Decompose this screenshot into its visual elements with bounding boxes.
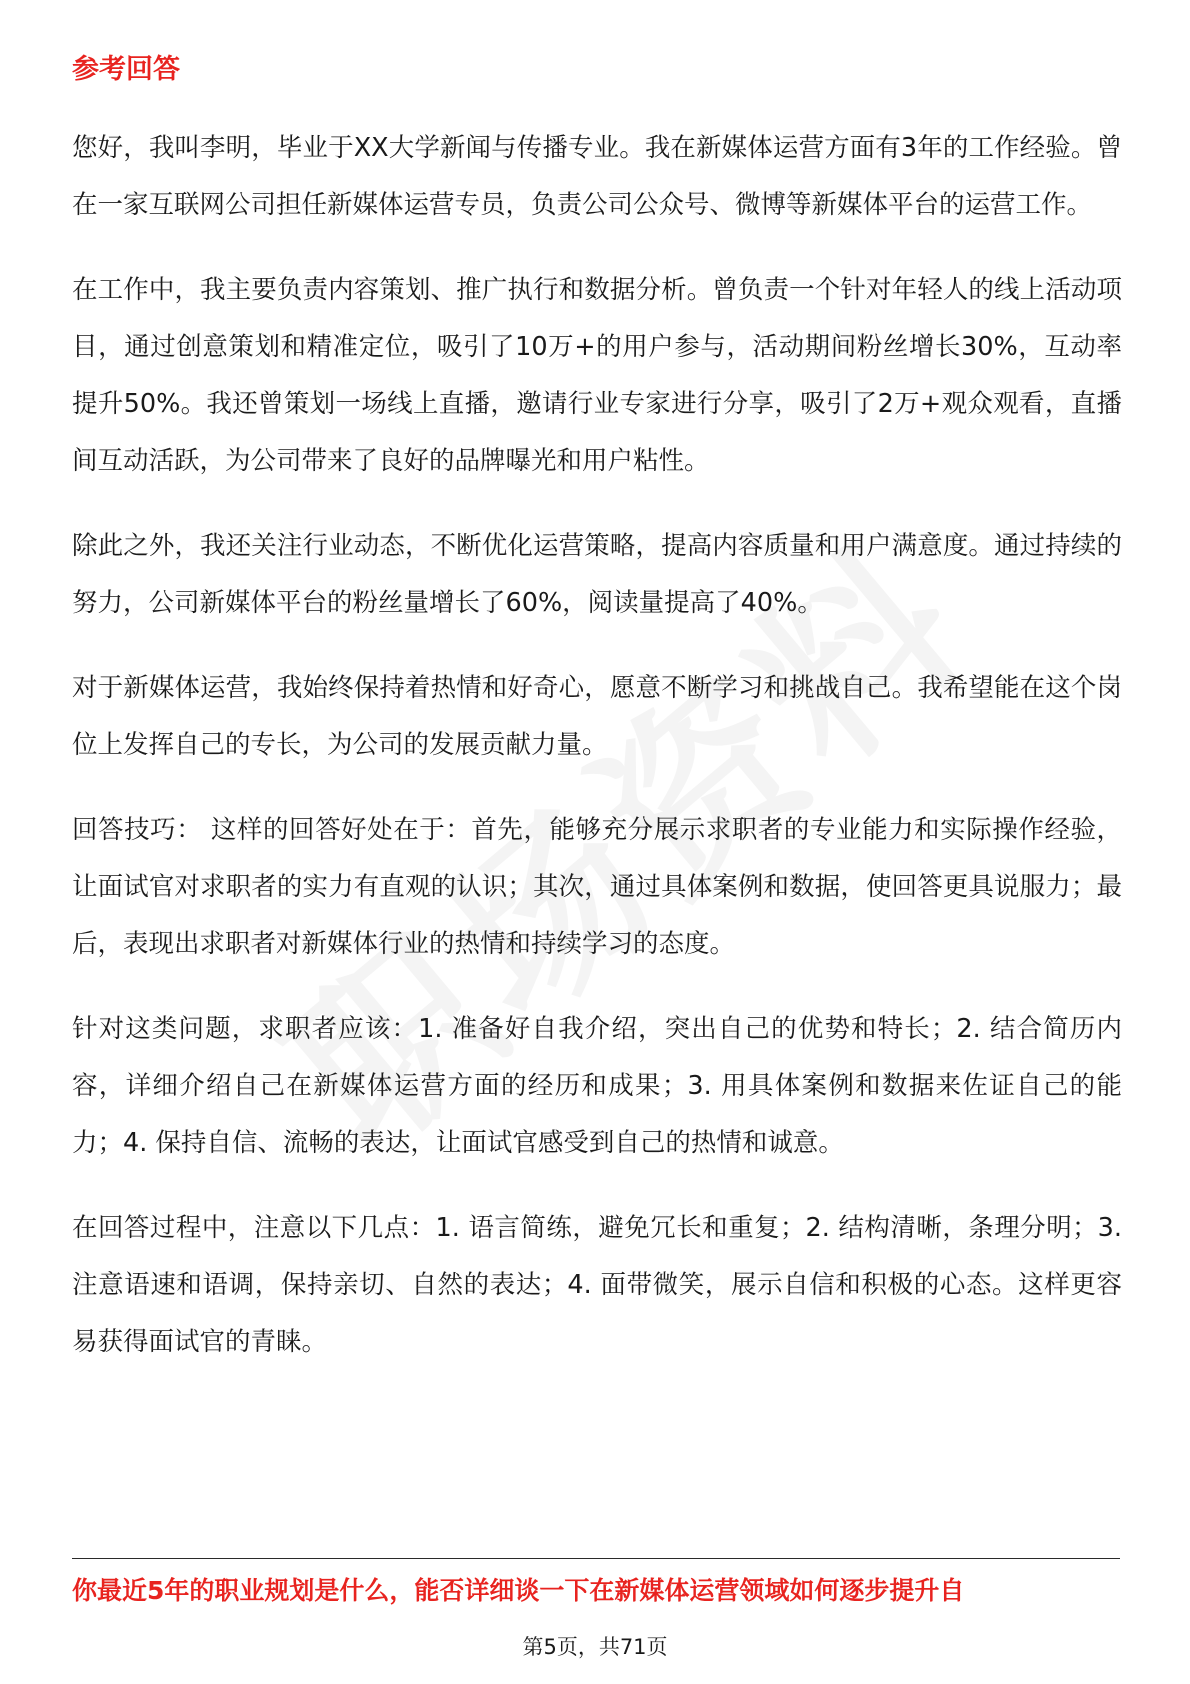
next-question-heading: 你最近5年的职业规划是什么，能否详细谈一下在新媒体运营领域如何逐步提升自 — [72, 1576, 965, 1605]
paragraph-notes: 在回答过程中，注意以下几点：1. 语言简练，避免冗长和重复；2. 结构清晰，条理分明；3. 注意语速和语调，保持亲切、自然的表达；4. 面带微笑，展示自信和积极的心态。这样更容易获得面试官的青睐。 — [72, 1213, 1122, 1357]
paragraph-answer-tips: 回答技巧： 这样的回答好处在于：首先，能够充分展示求职者的专业能力和实际操作经验，让面试官对求职者的实力有直观的认识；其次，通过具体案例和数据，使回答更具说服力；最后，表现出求职者对新媒体行业的热情和持续学习的态度。 — [72, 815, 1122, 959]
paragraph-intro: 您好，我叫李明，毕业于XX大学新闻与传播专业。我在新媒体运营方面有3年的工作经验。曾在一家互联网公司担任新媒体运营专员，负责公司公众号、微博等新媒体平台的运营工作。 — [72, 133, 1122, 220]
paragraph-how-to-answer: 针对这类问题，求职者应该：1. 准备好自我介绍，突出自己的优势和特长；2. 结合简历内容，详细介绍自己在新媒体运营方面的经历和成果；3. 用具体案例和数据来佐证自己的能力；4. 保持自信、流畅的表达，让面试官感受到自己的热情和诚意。 — [72, 1014, 1122, 1158]
page-number: 第5页，共71页 — [522, 1635, 668, 1659]
answer-body — [72, 120, 1122, 1399]
divider — [72, 1558, 1120, 1559]
section-title: 参考回答 — [72, 54, 180, 85]
paragraph-achievements: 除此之外，我还关注行业动态，不断优化运营策略，提高内容质量和用户满意度。通过持续的努力，公司新媒体平台的粉丝量增长了60%，阅读量提高了40%。 — [72, 531, 1122, 618]
paragraph-motivation: 对于新媒体运营，我始终保持着热情和好奇心，愿意不断学习和挑战自己。我希望能在这个岗位上发挥自己的专长，为公司的发展贡献力量。 — [72, 673, 1122, 760]
paragraph-work-experience: 在工作中，我主要负责内容策划、推广执行和数据分析。曾负责一个针对年轻人的线上活动项目，通过创意策划和精准定位，吸引了10万+的用户参与，活动期间粉丝增长30%，互动率提升50%。我还曾策划一场线上直播，邀请行业专家进行分享，吸引了2万+观众观看，直播间互动活跃，为公司带来了良好的品牌曝光和用户粘性。 — [72, 275, 1122, 476]
